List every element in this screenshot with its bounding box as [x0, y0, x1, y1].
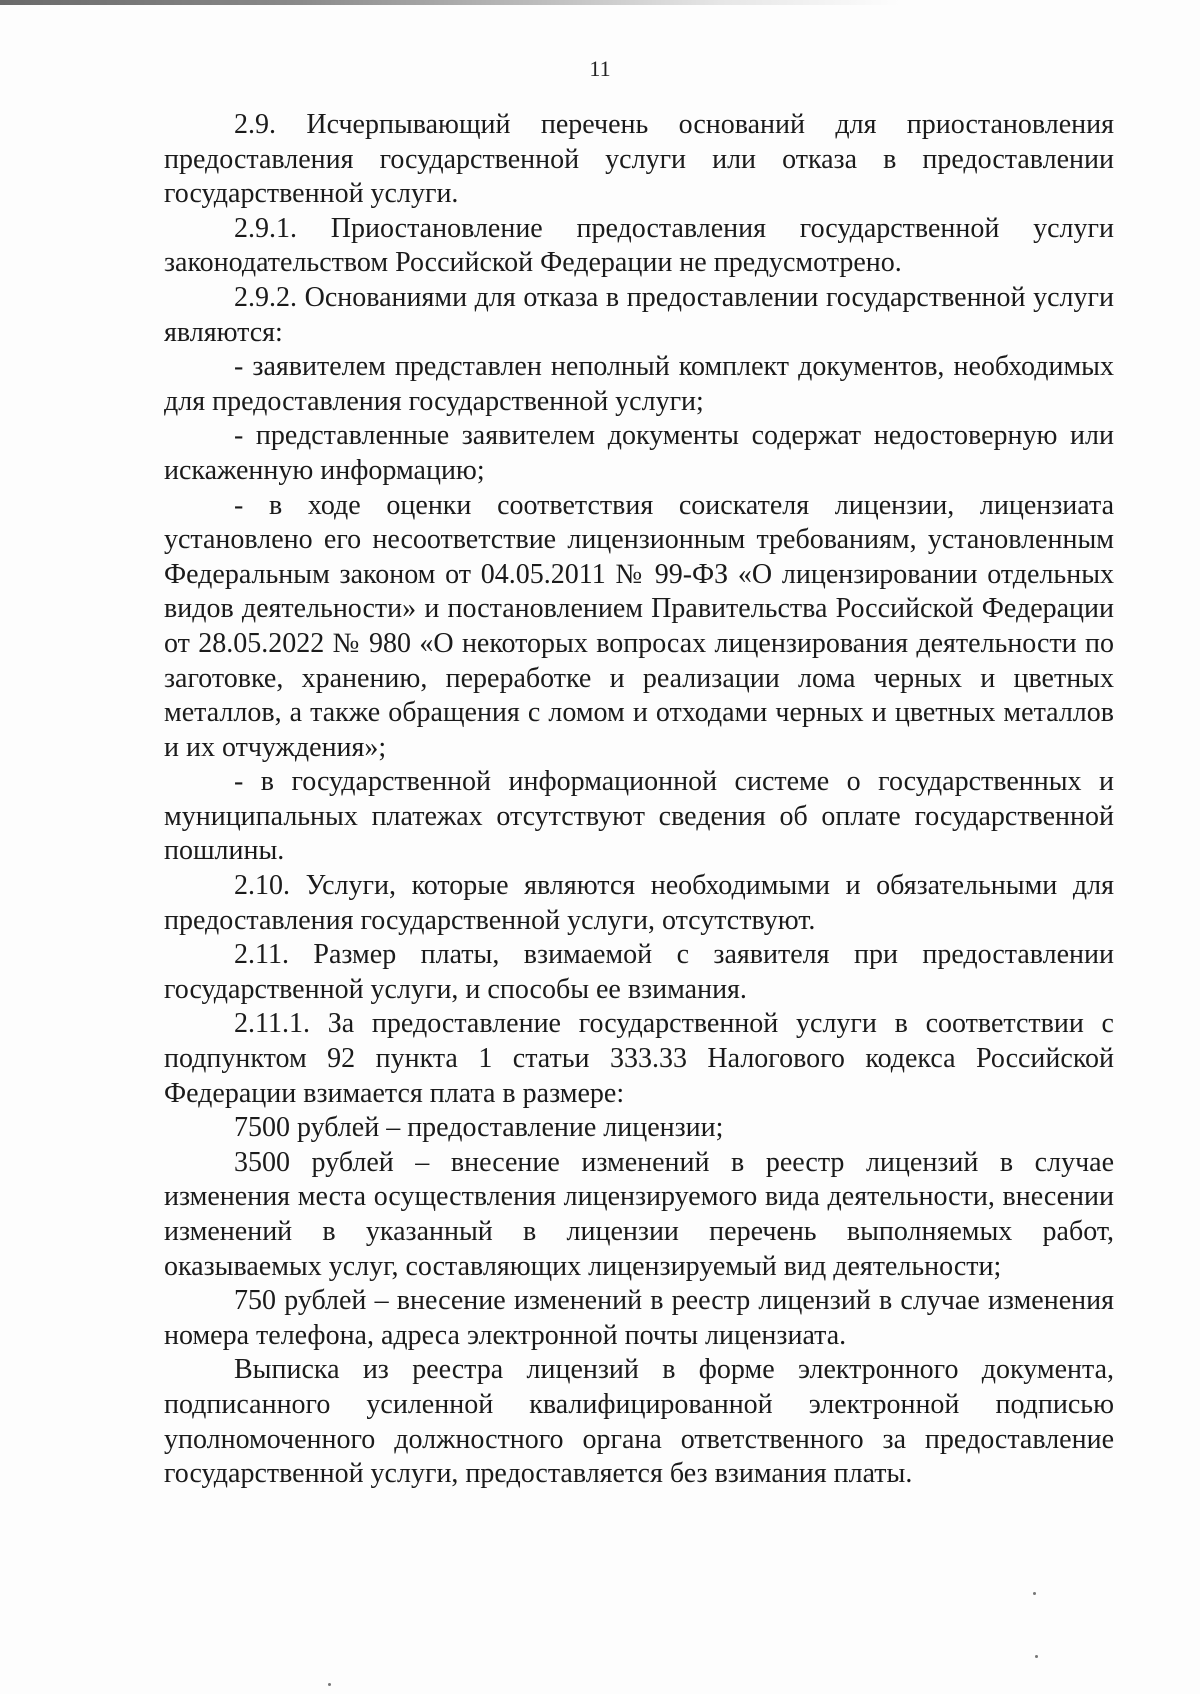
paragraph-2-9: 2.9. Исчерпывающий перечень оснований для приостановления предоставления государственной услуги или отказа в предоставлении государственной услуги.: [164, 109, 1114, 210]
page-number: 11: [589, 56, 611, 81]
list-item-false-information: - представленные заявителем документы содержат недостоверную или искаженную информацию;: [164, 420, 1114, 486]
list-item-incomplete-documents: - заявителем представлен неполный комплект документов, необходимых для предоставления государственной услуги;: [164, 351, 1114, 417]
paragraph-2-9-1: 2.9.1. Приостановление предоставления государственной услуги законодательством Российской Федерации не предусмотрено.: [164, 212, 1114, 279]
fee-item-license: 7500 рублей – предоставление лицензии;: [234, 1112, 724, 1144]
fee-item-contact-change: 750 рублей – внесение изменений в реестр лицензий в случае изменения номера телефона, адреса электронной почты лицензиата.: [164, 1285, 1114, 1351]
paragraph-registry-extract: Выписка из реестра лицензий в форме электронного документа, подписанного усиленной квалифицированной электронной подписью уполномоченного должностного органа ответственного за предоставление государственной услуги, предоставляется без взимания платы.: [164, 1354, 1114, 1490]
fee-item-activity-change: 3500 рублей – внесение изменений в реестр лицензий в случае изменения места осуществления лицензируемого вида деятельности, внесении изменений в указанный в лицензии перечень выполняемых работ, оказываемых услуг, составляющих лицензируемый вид деятельности;: [164, 1146, 1114, 1282]
list-item-license-requirements: - в ходе оценки соответствия соискателя лицензии, лицензиата установлено его несоответствие лицензионным требованиям, установленным Федеральным законом от 04.05.2011 № 99-ФЗ «О лицензировании отдельных видов деятельности» и постановлением Правительства Российской Федерации от 28.05.2022 № 980 «О некоторых вопросах лицензирования деятельности по заготовке, хранению, переработке и реализации лома черных и цветных металлов, а также обращения с ломом и отходами черных и цветных металлов и их отчуждения»;: [164, 489, 1114, 763]
document-body: [164, 108, 1114, 1492]
scan-speck: [328, 1683, 331, 1686]
paragraph-2-10: 2.10. Услуги, которые являются необходимыми и обязательными для предоставления государственной услуги, отсутствуют.: [164, 870, 1114, 936]
paragraph-2-11-1: 2.11.1. За предоставление государственной услуги в соответствии с подпунктом 92 пункта 1 статьи 333.33 Налогового кодекса Российской Федерации взимается плата в размере:: [164, 1008, 1114, 1109]
paragraph-2-9-2: 2.9.2. Основаниями для отказа в предоставлении государственной услуги являются:: [164, 281, 1114, 348]
scan-edge-shadow: [0, 0, 1200, 5]
list-item-no-payment-info: - в государственной информационной системе о государственных и муниципальных платежах отсутствуют сведения об оплате государственной пошлины.: [164, 766, 1114, 867]
scan-speck: [1035, 1655, 1038, 1658]
scan-speck: [1033, 1592, 1036, 1595]
paragraph-2-11: 2.11. Размер платы, взимаемой с заявителя при предоставлении государственной услуги, и способы ее взимания.: [164, 939, 1114, 1005]
